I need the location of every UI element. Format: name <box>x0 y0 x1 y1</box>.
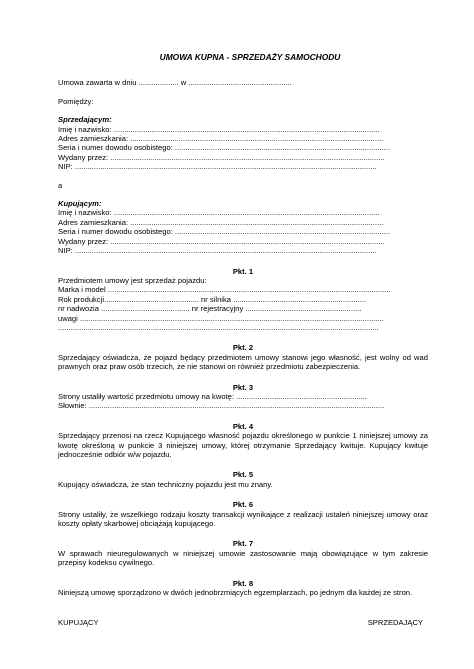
pkt1-notes-cont: ........................................................................................................................................................ <box>58 322 379 332</box>
buyer-nip-line: NIP: ............................................................................................................................................... <box>58 246 377 256</box>
pkt7-text: W sprawach nieuregulowanych w niniejszej umowie zastosowanie mają obowiązujące w tym zakresie przepisy kodeksu cywilnego. <box>58 548 428 568</box>
signature-row <box>58 618 428 627</box>
pkt8-heading: Pkt. 8 <box>232 578 254 588</box>
pkt1-subject: Przedmiotem umowy jest sprzedaż pojazdu: <box>58 275 207 285</box>
conjunction-a: a <box>58 180 63 190</box>
pkt3-words-line: Słownie: ............................................................................................................................................ <box>58 401 385 411</box>
pkt1-make-model: Marka i model ...................................................................................................................................... <box>58 285 391 295</box>
pkt2-text: Sprzedający oświadcza, że pojazd będący przedmiotem umowy stanowi jego własność, jest wolny od wad prawnych oraz praw osób trzecich, że nie stanowi on również przedmiotu zabezpieczenia. <box>58 352 428 372</box>
pkt1-notes: uwagi ................................................................................................................................................ <box>58 313 384 323</box>
pkt8-text: Niniejszą umowę sporządzono w dwóch jednobrzmiących egzemplarzach, po jednym dla każdej ze stron. <box>58 588 413 598</box>
seller-address-line: Adres zamieszkania: ........................................................................................................................ <box>58 134 384 144</box>
buyer-signature-label: KUPUJĄCY <box>58 618 99 628</box>
pkt5-heading: Pkt. 5 <box>232 470 254 480</box>
document-content <box>58 53 428 628</box>
pkt1-body-registration: nr nadwozia .......................................... nr rejestracyjny ....................................................... <box>58 304 362 314</box>
buyer-label: Kupującym: <box>58 199 102 209</box>
seller-label: Sprzedającym: <box>58 115 112 125</box>
pkt4-text: Sprzedający przenosi na rzecz Kupującego własność pojazdu określonego w punkcie 1 niniejszej umowy za kwotę określoną w punkcie 3 niniejszej umowy, której otrzymanie Sprzedający kwituje. Kupujący kwituje jednocześnie odbiór w/w pojazdu. <box>58 431 428 459</box>
document-title: UMOWA KUPNA - SPRZEDAŻY SAMOCHODU <box>159 52 341 62</box>
pkt1-year-engine: Rok produkcji............................................. nr silnika ............................................................... <box>58 294 367 304</box>
pkt6-heading: Pkt. 6 <box>232 500 254 510</box>
seller-id-line: Seria i numer dowodu osobistego: ...................................................................................................... <box>58 143 391 153</box>
seller-name-line: Imię i nazwisko: .............................................................................................................................. <box>58 124 380 134</box>
buyer-name-line: Imię i nazwisko: .............................................................................................................................. <box>58 208 380 218</box>
buyer-id-line: Seria i numer dowodu osobistego: ...................................................................................................... <box>58 227 391 237</box>
pkt4-heading: Pkt. 4 <box>232 421 254 431</box>
pkt3-amount-line: Strony ustaliły wartość przedmiotu umowy na kwotę: .............................................................. <box>58 391 367 401</box>
pkt3-heading: Pkt. 3 <box>232 382 254 392</box>
pkt2-heading: Pkt. 2 <box>232 343 254 353</box>
seller-signature-label: SPRZEDAJĄCY <box>367 618 423 628</box>
pkt5-text: Kupujący oświadcza, że stan techniczny pojazdu jest mu znany. <box>58 479 273 489</box>
buyer-address-line: Adres zamieszkania: ........................................................................................................................ <box>58 217 384 227</box>
buyer-issued-line: Wydany przez: .................................................................................................................................. <box>58 236 385 246</box>
pkt1-heading: Pkt. 1 <box>232 266 254 276</box>
seller-nip-line: NIP: ............................................................................................................................................... <box>58 162 377 172</box>
pkt6-text: Strony ustaliły, że wszelkiego rodzaju koszty transakcji wynikające z realizacji ustaleń niniejszej umowy oraz koszty opłaty skarbowej obciążają kupującego. <box>58 509 428 529</box>
seller-issued-line: Wydany przez: .................................................................................................................................. <box>58 152 385 162</box>
between-label: Pomiędzy: <box>58 96 94 106</box>
pkt7-heading: Pkt. 7 <box>232 539 254 549</box>
intro-line: Umowa zawarta w dniu ................... w ................................................. <box>58 78 292 88</box>
